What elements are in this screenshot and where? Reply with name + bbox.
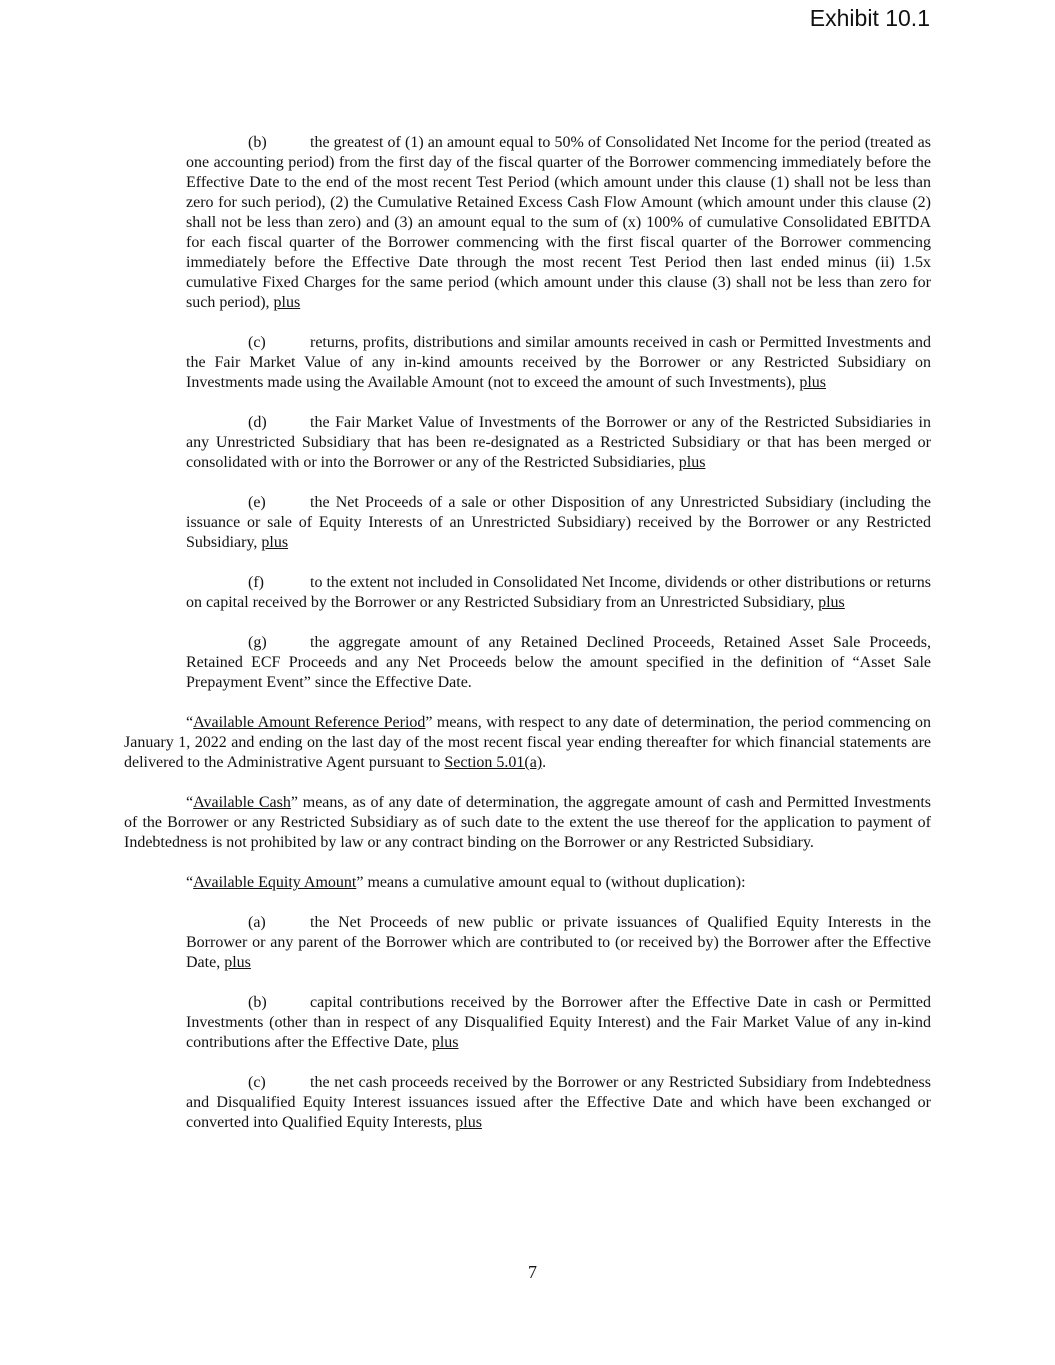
clause-text: the Fair Market Value of Investments of the Borrower or any of the Restricted Subsidiaries in any Unrestricted Subsidiary that has been re-designated as a Restricted Subsidiary or that has been merged or consolidated with or into the Borrower or any of the Restricted Subsidiaries, <box>186 414 931 471</box>
definition-text: ” means, with respect to any date of determination, the period commencing on January 1, 2022 and ending on the last day of the most recent fiscal year ending thereafter for which financial statements are delivered to the Administrative Agent pursuant to <box>124 714 932 771</box>
clause-connector: plus <box>431 1034 459 1051</box>
clause-label: (a) <box>248 914 266 931</box>
clause-label: (d) <box>248 414 267 431</box>
clause-b <box>186 133 931 313</box>
clause-connector: plus <box>678 454 706 471</box>
document-body <box>124 133 931 1153</box>
equity-clause-b <box>186 993 931 1053</box>
clause-label: (b) <box>248 994 267 1011</box>
clause-label: (c) <box>248 1074 266 1091</box>
clause-label: (b) <box>248 134 267 151</box>
clause-connector: plus <box>273 294 301 311</box>
clause-connector: plus <box>799 374 827 391</box>
clause-connector: plus <box>224 954 251 971</box>
definition-available-amount-reference-period <box>124 713 931 773</box>
definition-available-equity-amount <box>124 873 931 893</box>
open-quote: “ <box>186 874 194 891</box>
clause-connector: plus <box>455 1114 482 1131</box>
exhibit-label: Exhibit 10.1 <box>809 5 930 31</box>
equity-clause-a <box>186 913 931 973</box>
clause-connector: plus <box>261 534 289 551</box>
clause-text: to the extent not included in Consolidated Net Income, dividends or other distributions or returns on capital received by the Borrower or any Restricted Subsidiary from an Unrestricted Subsidiary, <box>186 574 931 611</box>
definition-available-cash <box>124 793 931 853</box>
clause-text: the net cash proceeds received by the Borrower or any Restricted Subsidiary from Indebtedness and Disqualified Equity Interest issuances issued after the Effective Date and which have been exchanged or converted into Qualified Equity Interests, <box>186 1074 931 1131</box>
clause-text: capital contributions received by the Borrower after the Effective Date in cash or Permitted Investments (other than in respect of any Disqualified Equity Interest) and the Fair Market Value of any in-kind contributions after the Effective Date, <box>186 994 931 1051</box>
clause-connector: plus <box>818 594 845 611</box>
page-number: 7 <box>528 1262 537 1282</box>
clause-label: (f) <box>248 574 264 591</box>
clause-text: the aggregate amount of any Retained Declined Proceeds, Retained Asset Sale Proceeds, Retained ECF Proceeds and any Net Proceeds below the amount specified in the definition of “Asset Sale Prepayment Event” since the Effective Date. <box>186 634 931 691</box>
clause-text: the Net Proceeds of new public or private issuances of Qualified Equity Interests in the Borrower or any parent of the Borrower which are contributed to (or received by) the Borrower after the Effective Date, <box>186 914 931 971</box>
defined-term: Available Cash <box>193 794 291 811</box>
definition-end: . <box>542 754 547 771</box>
definition-text: ” means a cumulative amount equal to (without duplication): <box>356 874 746 891</box>
clause-text: the Net Proceeds of a sale or other Disposition of any Unrestricted Subsidiary (including the issuance or sale of Equity Interests of an Unrestricted Subsidiary) received by the Borrower or any Restricted Subsidiary, <box>186 494 931 551</box>
equity-clause-c <box>186 1073 931 1133</box>
clause-e <box>186 493 931 553</box>
clause-g <box>186 633 931 693</box>
clause-text: the greatest of (1) an amount equal to 50% of Consolidated Net Income for the period (treated as one accounting period) from the first day of the fiscal quarter of the Borrower commencing immediately before the Effective Date to the end of the most recent Test Period (which amount under this clause (1) shall not be less than zero for such period), (2) the Cumulative Retained Excess Cash Flow Amount (which amount under this clause (2) shall not be less than zero) and (3) an amount equal to the sum of (x) 100% of cumulative Consolidated EBITDA for each fiscal quarter of the Borrower commencing with the first fiscal quarter of the Borrower commencing immediately before the Effective Date through the most recent Test Period then last ended minus (ii) 1.5x cumulative Fixed Charges for the same period (which amount under this clause (3) shall not be less than zero for such period), <box>186 134 931 311</box>
section-reference: Section 5.01(a) <box>444 754 543 771</box>
clause-label: (g) <box>248 634 267 651</box>
clause-f <box>186 573 931 613</box>
clause-c <box>186 333 931 393</box>
clause-label: (e) <box>248 494 266 511</box>
definition-text: ” means, as of any date of determination, the aggregate amount of cash and Permitted Investments of the Borrower or any Restricted Subsidiary as of such date to the extent the use thereof for the application to payment of Indebtedness is not prohibited by law or any contract binding on the Borrower or any Restricted Subsidiary. <box>124 794 931 851</box>
open-quote: “ <box>186 714 194 731</box>
open-quote: “ <box>186 794 194 811</box>
clause-text: returns, profits, distributions and similar amounts received in cash or Permitted Investments and the Fair Market Value of any in-kind amounts received by the Borrower or any Restricted Subsidiary on Investments made using the Available Amount (not to exceed the amount of such Investments), <box>186 334 931 391</box>
defined-term: Available Equity Amount <box>193 874 357 891</box>
clause-label: (c) <box>248 334 266 351</box>
defined-term: Available Amount Reference Period <box>193 714 426 731</box>
clause-d <box>186 413 931 473</box>
